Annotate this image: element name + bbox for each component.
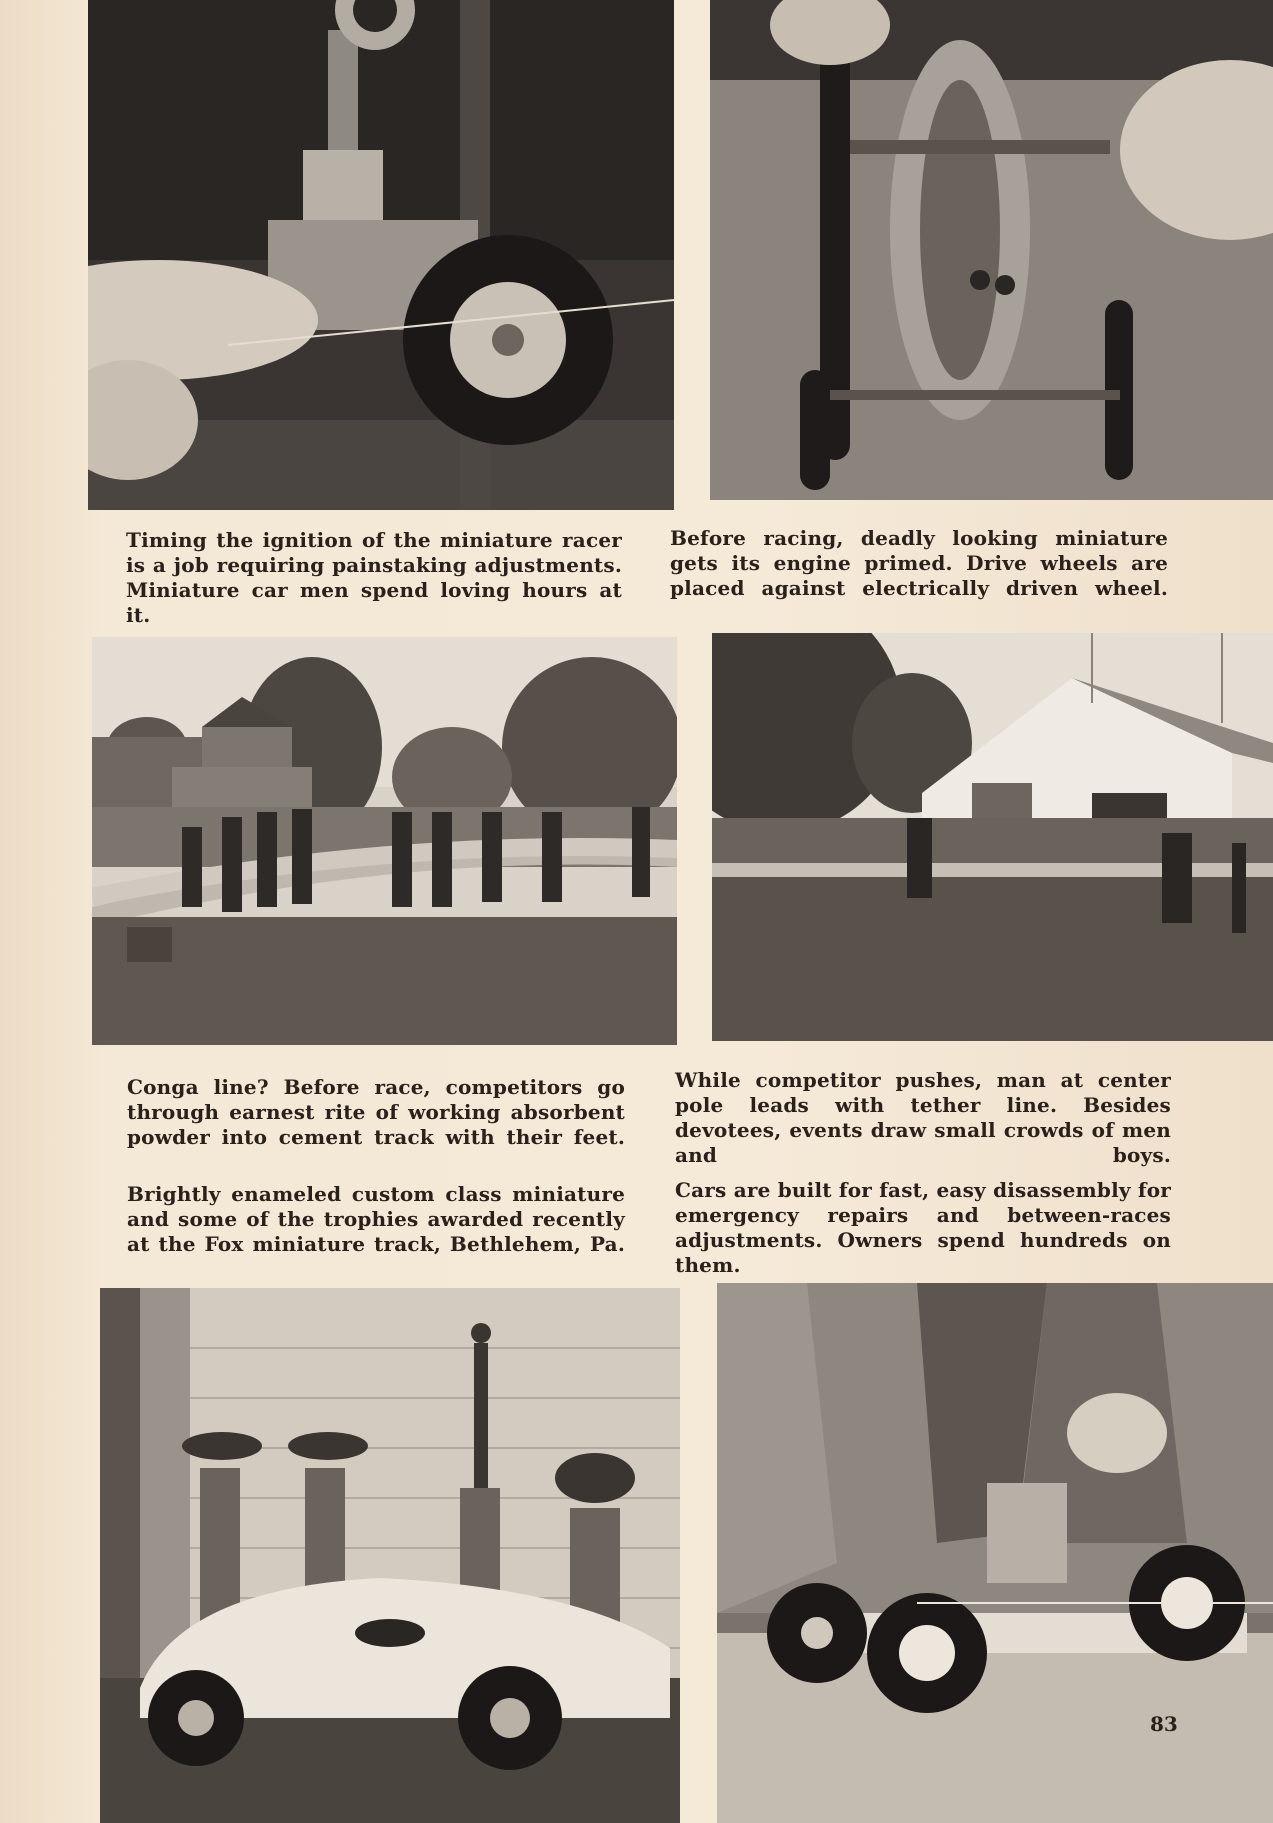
caption-conga-line: Conga line? Before race, competitors go through earnest rite of working absorbent powder into cement track with their feet.: [127, 1075, 625, 1149]
photo-custom-class-trophies: [100, 1288, 680, 1823]
photo-engine-primed: [710, 0, 1273, 500]
photo-ignition-timing: [88, 0, 674, 510]
caption-center-pole: While competitor pushes, man at center pole leads with tether line. Besides devotees, events draw small crowds of men and boys.: [675, 1068, 1171, 1167]
page-number: 83: [1150, 1712, 1178, 1736]
photo-center-pole: [712, 633, 1273, 1041]
caption-custom-class: Brightly enameled custom class miniature and some of the trophies awarded recently at the Fox miniature track, Bethlehem, Pa.: [127, 1182, 625, 1256]
caption-disassembly: Cars are built for fast, easy disassembly for emergency repairs and between-races adjustments. Owners spend hundreds on them.: [675, 1178, 1171, 1277]
photo-disassembly: [717, 1283, 1273, 1823]
caption-engine-primed: Before racing, deadly looking miniature gets its engine primed. Drive wheels are placed against electrically driven wheel.: [670, 526, 1168, 600]
caption-ignition-timing: Timing the ignition of the miniature racer is a job requiring painstaking adjustments. Miniature car men spend loving hours at it.: [126, 528, 622, 627]
photo-conga-line: [92, 637, 677, 1045]
